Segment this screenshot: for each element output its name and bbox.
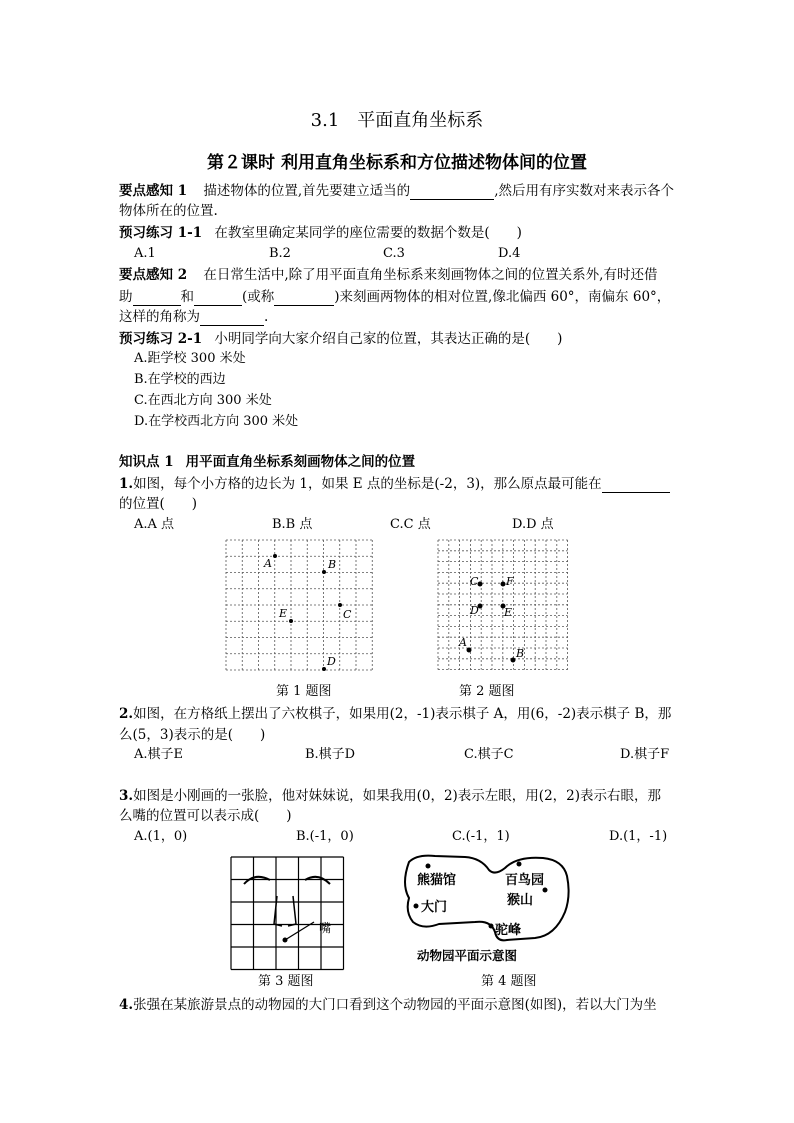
mouth-label: 嘴 xyxy=(319,921,332,935)
answer-blank[interactable] xyxy=(133,291,181,306)
label-c: C xyxy=(343,608,352,621)
option-c: C.棋子C xyxy=(464,747,514,762)
figure-1-grid xyxy=(226,538,376,670)
exercise-label: 预习练习 2-1 xyxy=(119,331,203,347)
key-point-1 xyxy=(119,182,674,200)
panda-house-point xyxy=(426,864,431,869)
answer-blank[interactable] xyxy=(200,311,264,326)
preview-exercise-1-1 xyxy=(119,224,522,242)
figure-4-caption: 第 4 题图 xyxy=(481,974,537,989)
figure-3-face xyxy=(230,856,346,968)
answer-blank[interactable] xyxy=(410,185,494,200)
question-number: 1. xyxy=(119,476,134,492)
question-number: 3. xyxy=(119,788,134,804)
question-1 xyxy=(119,475,670,493)
option-a: A.棋子E xyxy=(134,747,184,762)
question-text: 如图，每个小方格的边长为 1，如果 E 点的坐标是(-2，3)，那么原点最可能在 xyxy=(133,476,602,492)
bird-garden-point xyxy=(517,862,522,867)
option-d: D.(1，-1) xyxy=(609,829,668,844)
point-e xyxy=(289,619,293,623)
point-a xyxy=(273,554,277,558)
question-text: 如图，在方格纸上摆出了六枚棋子，如果用(2，-1)表示棋子 A，用(6，-2)表示棋子 B，那 xyxy=(133,706,672,722)
bird-garden-label: 百鸟园 xyxy=(505,873,545,888)
lesson-subtitle: 第２课时 利用直角坐标系和方位描述物体间的位置 xyxy=(207,153,587,173)
zoo-map-title: 动物园平面示意图 xyxy=(417,948,518,963)
label-c: C xyxy=(470,575,479,588)
label-a: A xyxy=(264,557,272,570)
question-1-cont: 的位置( ) xyxy=(119,496,198,512)
text-fragment: (或称 xyxy=(242,289,275,305)
piece-a xyxy=(467,648,472,653)
option-c: C.(-1，1) xyxy=(452,829,510,844)
option-b: B.2 xyxy=(269,246,291,261)
preview-exercise-2-1 xyxy=(119,330,562,348)
page-title: 3.1 平面直角坐标系 xyxy=(310,110,484,131)
answer-blank[interactable] xyxy=(274,291,334,306)
key-point-2-line-2 xyxy=(119,288,670,306)
label-b: B xyxy=(516,647,525,660)
question-2 xyxy=(119,705,671,723)
question-number: 4. xyxy=(119,997,134,1013)
option-b: B.B 点 xyxy=(272,517,313,532)
question-2-cont: 么(5，3)表示的是( ) xyxy=(119,727,266,743)
answer-blank[interactable] xyxy=(602,478,670,493)
option-d: D.棋子F xyxy=(620,747,670,762)
option-c: C.在西北方向 300 米处 xyxy=(134,393,272,408)
option-c: C.C 点 xyxy=(390,517,431,532)
key-point-2-line-3: 这样的角称为 . xyxy=(119,309,269,325)
option-b: B.(-1，0) xyxy=(296,829,354,844)
point-b xyxy=(322,570,326,574)
option-a: A.1 xyxy=(134,246,156,261)
label-e: E xyxy=(504,606,513,619)
question-4 xyxy=(119,996,657,1014)
knowledge-point-label: 知识点 1 xyxy=(119,454,174,470)
question-text: 张强在某旅游景点的动物园的大门口看到这个动物园的平面示意图(如图)，若以大门为坐 xyxy=(133,997,657,1013)
piece-f xyxy=(501,582,506,587)
nose-left xyxy=(274,896,282,926)
label-f: F xyxy=(506,575,514,588)
option-d: D.4 xyxy=(498,246,521,261)
label-d: D xyxy=(470,604,479,617)
option-a: A.(1，0) xyxy=(134,829,188,844)
figure-3-caption: 第 3 题图 xyxy=(258,974,314,989)
camel-peak-label: 驼峰 xyxy=(495,923,522,938)
option-b: B.棋子D xyxy=(305,747,356,762)
gate-label: 大门 xyxy=(421,900,448,915)
right-eyebrow xyxy=(305,877,330,884)
question-3-cont: 么嘴的位置可以表示成( ) xyxy=(119,808,292,824)
text-fragment: 和 xyxy=(180,289,194,305)
label-e: E xyxy=(279,607,288,620)
nose-right xyxy=(288,896,296,926)
exercise-label: 预习练习 1-1 xyxy=(119,225,203,241)
question-text: 如图是小刚画的一张脸，他对妹妹说，如果我用(0，2)表示左眼，用(2，2)表示右眼，那 xyxy=(133,788,662,804)
figure-4-zoo-map xyxy=(395,848,575,968)
text-fragment: )来刻画两物体的相对位置,像北偏西 60°，南偏东 60°， xyxy=(334,289,671,305)
text-fragment: 这样的角称为 xyxy=(119,309,200,325)
option-a: A.A 点 xyxy=(134,517,175,532)
left-eyebrow xyxy=(244,877,270,884)
key-point-1-label: 要点感知 1 xyxy=(119,183,188,199)
option-a: A.距学校 300 米处 xyxy=(134,351,246,366)
monkey-hill-label: 猴山 xyxy=(507,893,534,908)
knowledge-point-text: 用平面直角坐标系刻画物体之间的位置 xyxy=(185,454,416,470)
label-a: A xyxy=(459,636,467,649)
key-point-2-text-a: 在日常生活中,除了用平面直角坐标系来刻画物体之间的位置关系外,有时还借 xyxy=(203,267,658,283)
question-3 xyxy=(119,787,661,805)
figure-1-caption: 第 1 题图 xyxy=(276,684,332,699)
point-c xyxy=(338,603,342,607)
option-b: B.在学校的西边 xyxy=(134,372,226,387)
key-point-1-text-a: 描述物体的位置,首先要建立适当的 xyxy=(203,183,411,199)
option-d: D.D 点 xyxy=(512,517,554,532)
key-point-2-label: 要点感知 2 xyxy=(119,267,188,283)
monkey-hill-point xyxy=(543,888,548,893)
exercise-text: 在教室里确定某同学的座位需要的数据个数是( ) xyxy=(214,225,522,241)
label-d: D xyxy=(327,655,336,668)
text-fragment: 助 xyxy=(119,289,133,305)
panda-house-label: 熊猫馆 xyxy=(417,873,457,888)
key-point-1-text-b: ,然后用有序实数对来表示各个 xyxy=(494,183,674,199)
figure-2-grid xyxy=(438,540,568,670)
zoo-outline xyxy=(405,856,569,941)
option-d: D.在学校西北方向 300 米处 xyxy=(134,414,299,429)
question-number: 2. xyxy=(119,706,134,722)
key-point-1-cont: 物体所在的位置. xyxy=(119,203,218,219)
piece-b xyxy=(511,658,516,663)
point-d xyxy=(322,667,326,671)
mouth-point xyxy=(283,938,288,943)
label-b: B xyxy=(328,558,337,571)
option-c: C.3 xyxy=(383,246,405,261)
key-point-2 xyxy=(119,266,657,284)
figure-2-caption: 第 2 题图 xyxy=(459,684,515,699)
answer-blank[interactable] xyxy=(194,291,242,306)
knowledge-point-1 xyxy=(119,453,415,471)
camel-peak-point xyxy=(489,924,494,929)
gate-point xyxy=(414,904,419,909)
exercise-text: 小明同学向大家介绍自己家的位置，其表达正确的是( ) xyxy=(214,331,563,347)
